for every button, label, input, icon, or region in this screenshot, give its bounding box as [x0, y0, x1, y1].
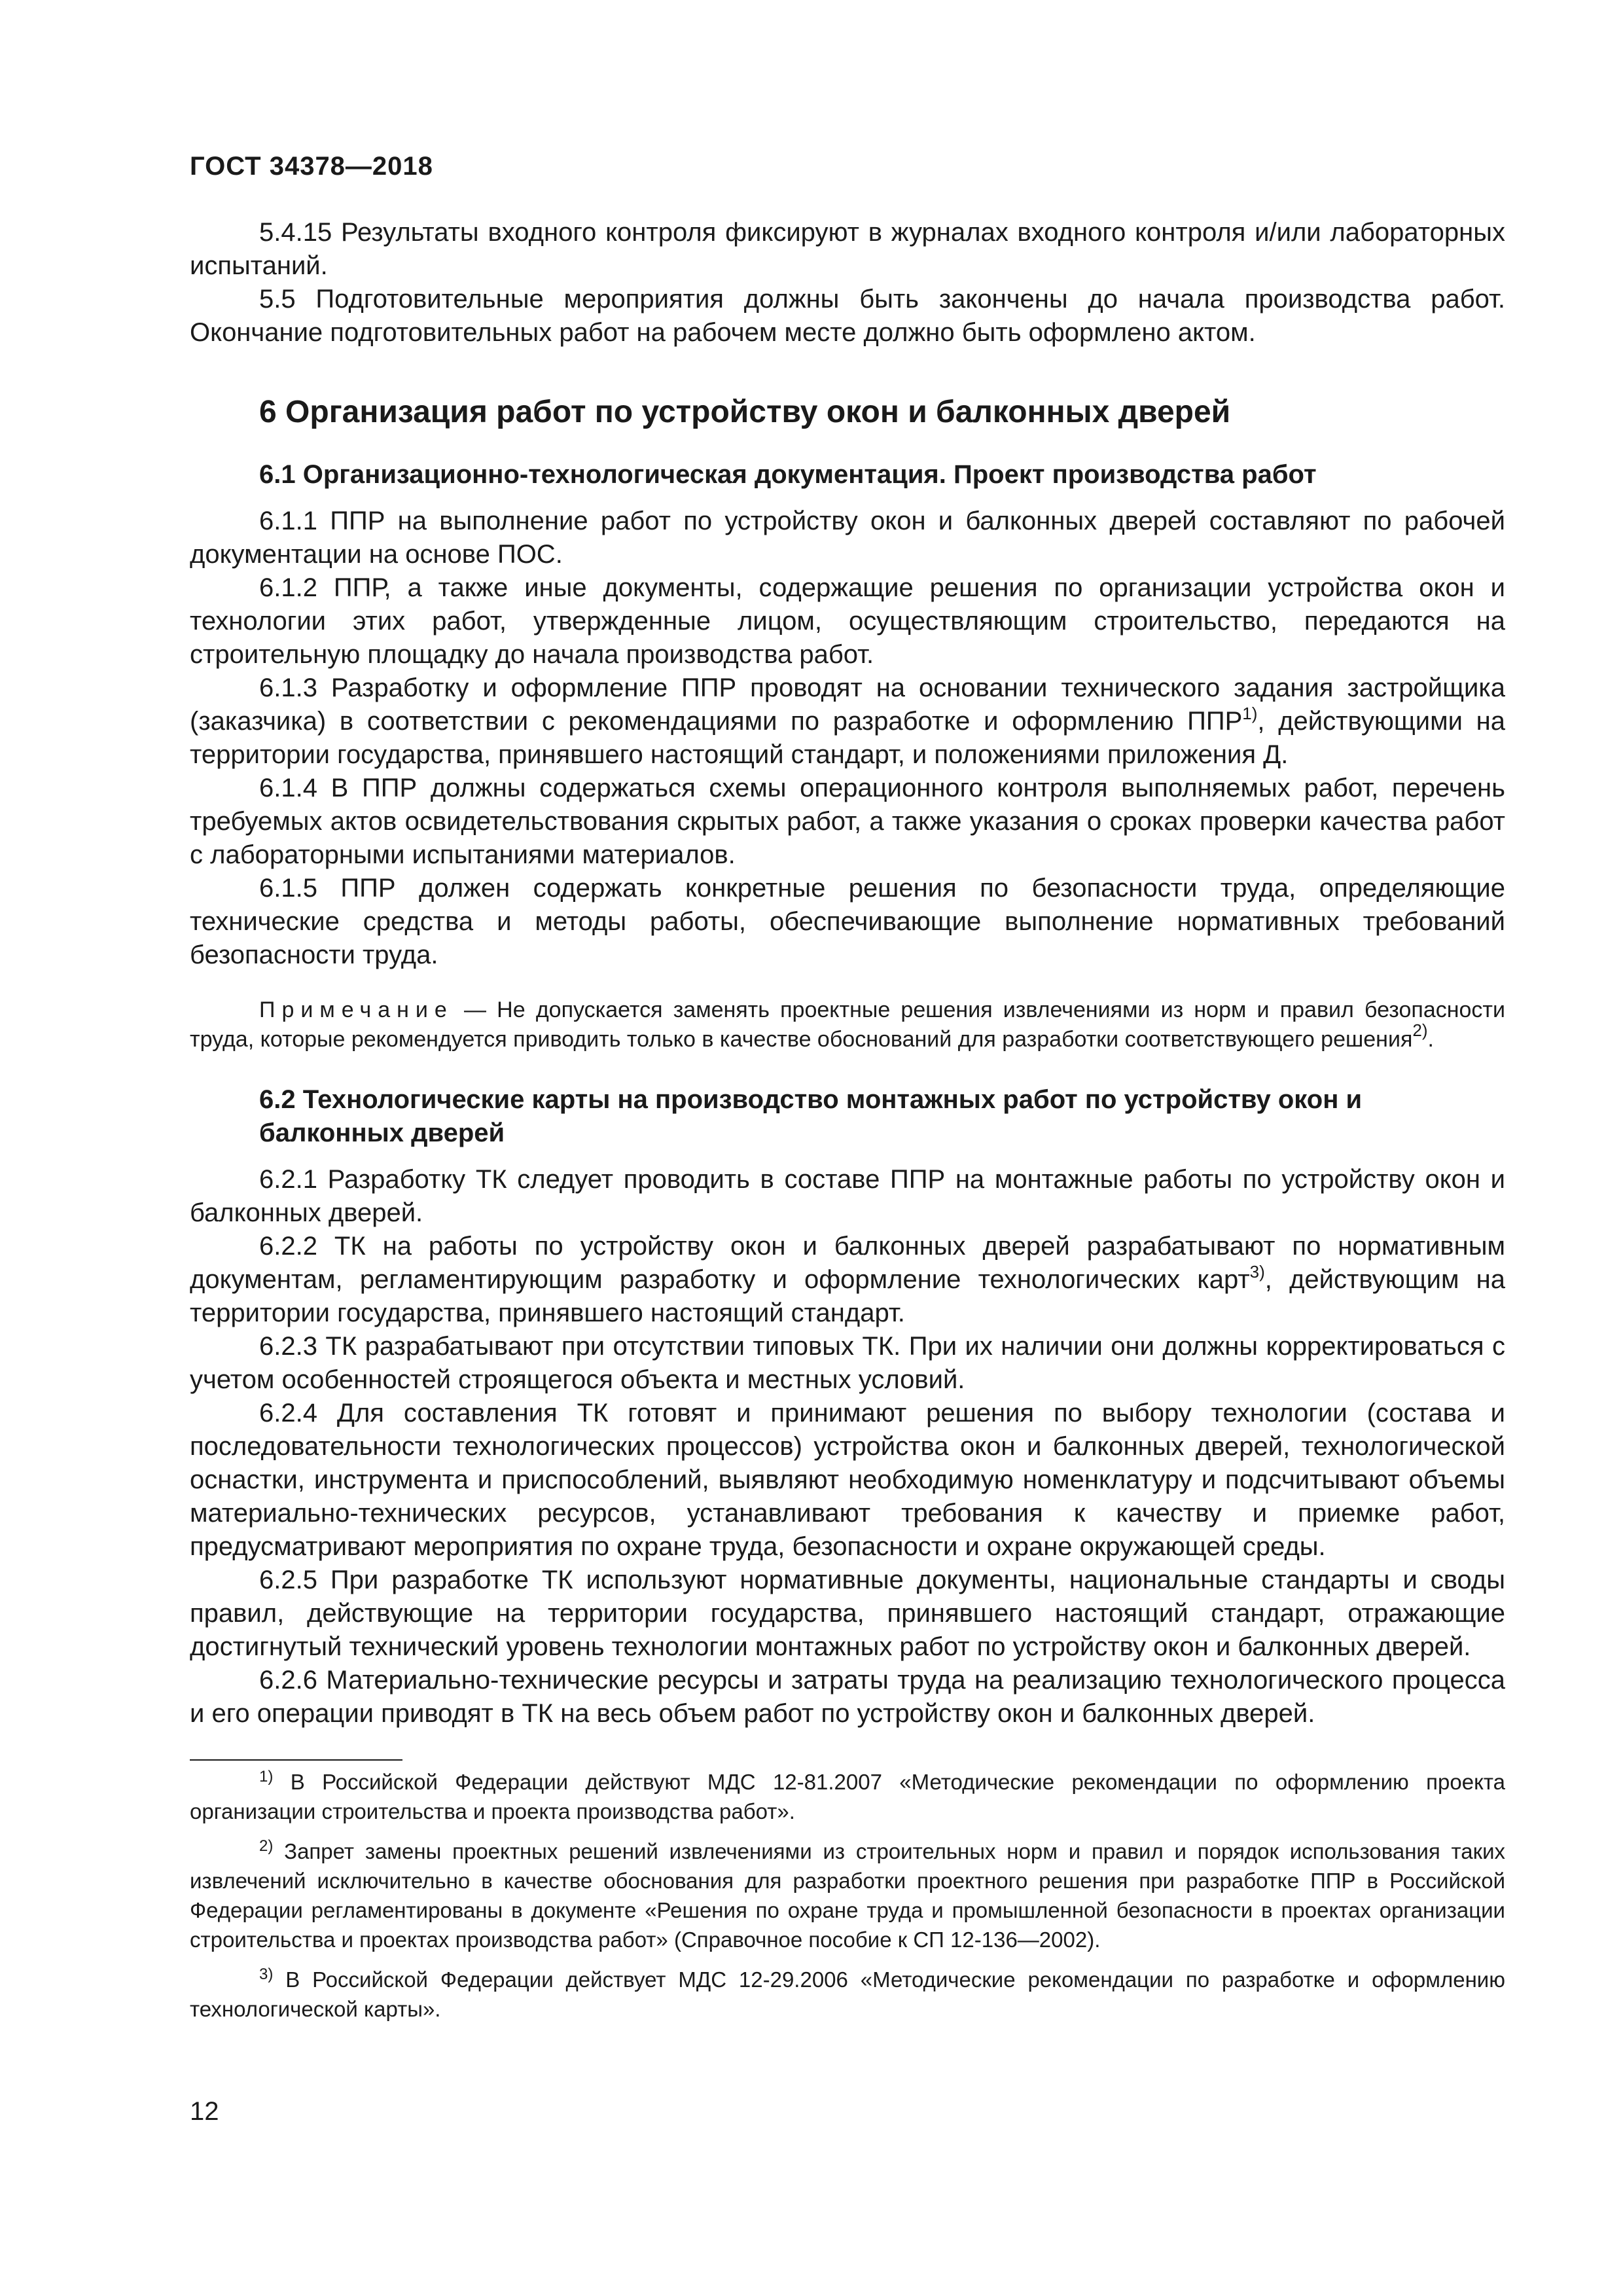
document-body — [190, 216, 1505, 1731]
footnote-2-text: Запрет замены проектных решений извлечениями из строительных норм и правил и порядок использования таких извлечений исключительно в качестве обоснования для разработки проектного решения при разработке ППР в Российской Федерации регламентированы в документе «Решения по охране труда и промышленной безопасности в проектах организации строительства и проектах производства работ» (Справочное пособие к СП 12-136—2002). — [190, 1839, 1505, 1952]
paragraph-6-2-1: 6.2.1 Разработку ТК следует проводить в составе ППР на монтажные работы по устройству окон и балконных дверей. — [190, 1165, 1505, 1227]
note-end: . — [1427, 1027, 1434, 1052]
paragraph-6-2-5: 6.2.5 При разработке ТК используют нормативные документы, национальные стандарты и своды правил, действующие на территории государства, принявшего настоящий стандарт, отражающие достигнутый технический уровень технологии монтажных работ по устройству окон и балконных дверей. — [190, 1566, 1505, 1661]
footnote-1 — [190, 1767, 1505, 1826]
footnote-2 — [190, 1837, 1505, 1954]
paragraph-5-4-15: 5.4.15 Результаты входного контроля фиксируют в журналах входного контроля и/или лабораторных испытаний. — [190, 218, 1505, 280]
note — [190, 996, 1505, 1054]
footnote-ref-3: 3) — [1249, 1262, 1265, 1282]
footnote-ref-1: 1) — [1242, 704, 1258, 723]
paragraph-6-2-2-text-b: , действующим на территории государства, принявшего настоящий стандарт. — [190, 1265, 1505, 1327]
paragraph-6-2-4: 6.2.4 Для составления ТК готовят и принимают решения по выбору технологии (состава и последовательности технологических процессов) устройства окон и балконных дверей, технологической оснастки, инструмента и приспособлений, выявляют необходимую номенклатуру и подсчитывают объемы материально-технических ресурсов, устанавливают требования к качеству и приемке работ, предусматривают мероприятия по охране труда, безопасности и охране окружающей среды. — [190, 1399, 1505, 1561]
footnote-3 — [190, 1965, 1505, 2024]
footnote-separator — [190, 1759, 402, 1761]
note-text: — Не допускается заменять проектные решения извлечениями из норм и правил безопасности труда, которые рекомендуется приводить только в качестве обоснований для разработки соответствующего решения — [190, 997, 1505, 1052]
footnote-1-mark: 1) — [259, 1768, 274, 1785]
page-number: 12 — [190, 2097, 219, 2126]
paragraph-6-1-3 — [190, 672, 1505, 772]
paragraph-5-5: 5.5 Подготовительные мероприятия должны быть закончены до начала производства работ. Окончание подготовительных работ на рабочем месте должно быть оформлено актом. — [190, 285, 1505, 347]
paragraph-6-1-3-text-b: , действующими на территории государства, принявшего настоящий стандарт, и положениями приложения Д. — [190, 707, 1505, 769]
subsection-6-1-heading: 6.1 Организационно-технологическая документация. Проект производства работ — [259, 460, 1317, 489]
paragraph-6-2-6: 6.2.6 Материально-технические ресурсы и затраты труда на реализацию технологического процесса и его операции приводят в ТК на весь объем работ по устройству окон и балконных дверей. — [190, 1666, 1505, 1728]
paragraph-6-1-4: 6.1.4 В ППР должны содержаться схемы операционного контроля выполняемых работ, перечень требуемых актов освидетельствования скрытых работ, а также указания о сроках проверки качества работ с лабораторными испытаниями материалов. — [190, 774, 1505, 869]
paragraph-6-1-1: 6.1.1 ППР на выполнение работ по устройству окон и балконных дверей составляют по рабочей документации на основе ПОС. — [190, 507, 1505, 569]
footnote-2-mark: 2) — [259, 1837, 274, 1855]
paragraph-6-2-2 — [190, 1230, 1505, 1330]
footnote-3-text: В Российской Федерации действует МДС 12-29.2006 «Методические рекомендации по разработке и оформлению технологической карты». — [190, 1967, 1505, 2021]
paragraph-6-1-5: 6.1.5 ППР должен содержать конкретные решения по безопасности труда, определяющие технические средства и методы работы, обеспечивающие выполнение нормативных требований безопасности труда. — [190, 874, 1505, 969]
paragraph-6-1-2: 6.1.2 ППР, а также иные документы, содержащие решения по организации устройства окон и технологии этих работ, утвержденные лицом, осуществляющим строительство, передаются на строительную площадку до начала производства работ. — [190, 573, 1505, 669]
paragraph-6-2-3: 6.2.3 ТК разрабатывают при отсутствии типовых ТК. При их наличии они должны корректироваться с учетом особенностей строящегося объекта и местных условий. — [190, 1332, 1505, 1394]
footnote-ref-2: 2) — [1412, 1020, 1428, 1040]
footnote-1-text: В Российской Федерации действуют МДС 12-81.2007 «Методические рекомендации по оформлению проекта организации строительства и проекта производства работ». — [190, 1770, 1505, 1823]
subsection-6-2-heading: 6.2 Технологические карты на производство монтажных работ по устройству окон и балконных дверей — [259, 1085, 1363, 1147]
paragraph-6-1-3-text-a: 6.1.3 Разработку и оформление ППР проводят на основании технического задания застройщика (заказчика) в соответствии с рекомендациями по разработке и оформлению ППР — [190, 673, 1505, 736]
paragraph-6-2-2-text-a: 6.2.2 ТК на работы по устройству окон и балконных дверей разрабатывают по нормативным документам, регламентирующим разработку и оформление технологических карт — [190, 1232, 1505, 1294]
note-label: Примечание — [259, 997, 454, 1022]
document-header: ГОСТ 34378—2018 — [190, 152, 433, 181]
section-6-heading: 6 Организация работ по устройству окон и балконных дверей — [259, 395, 1231, 429]
footnotes — [190, 1767, 1505, 2034]
footnote-3-mark: 3) — [259, 1965, 274, 1983]
